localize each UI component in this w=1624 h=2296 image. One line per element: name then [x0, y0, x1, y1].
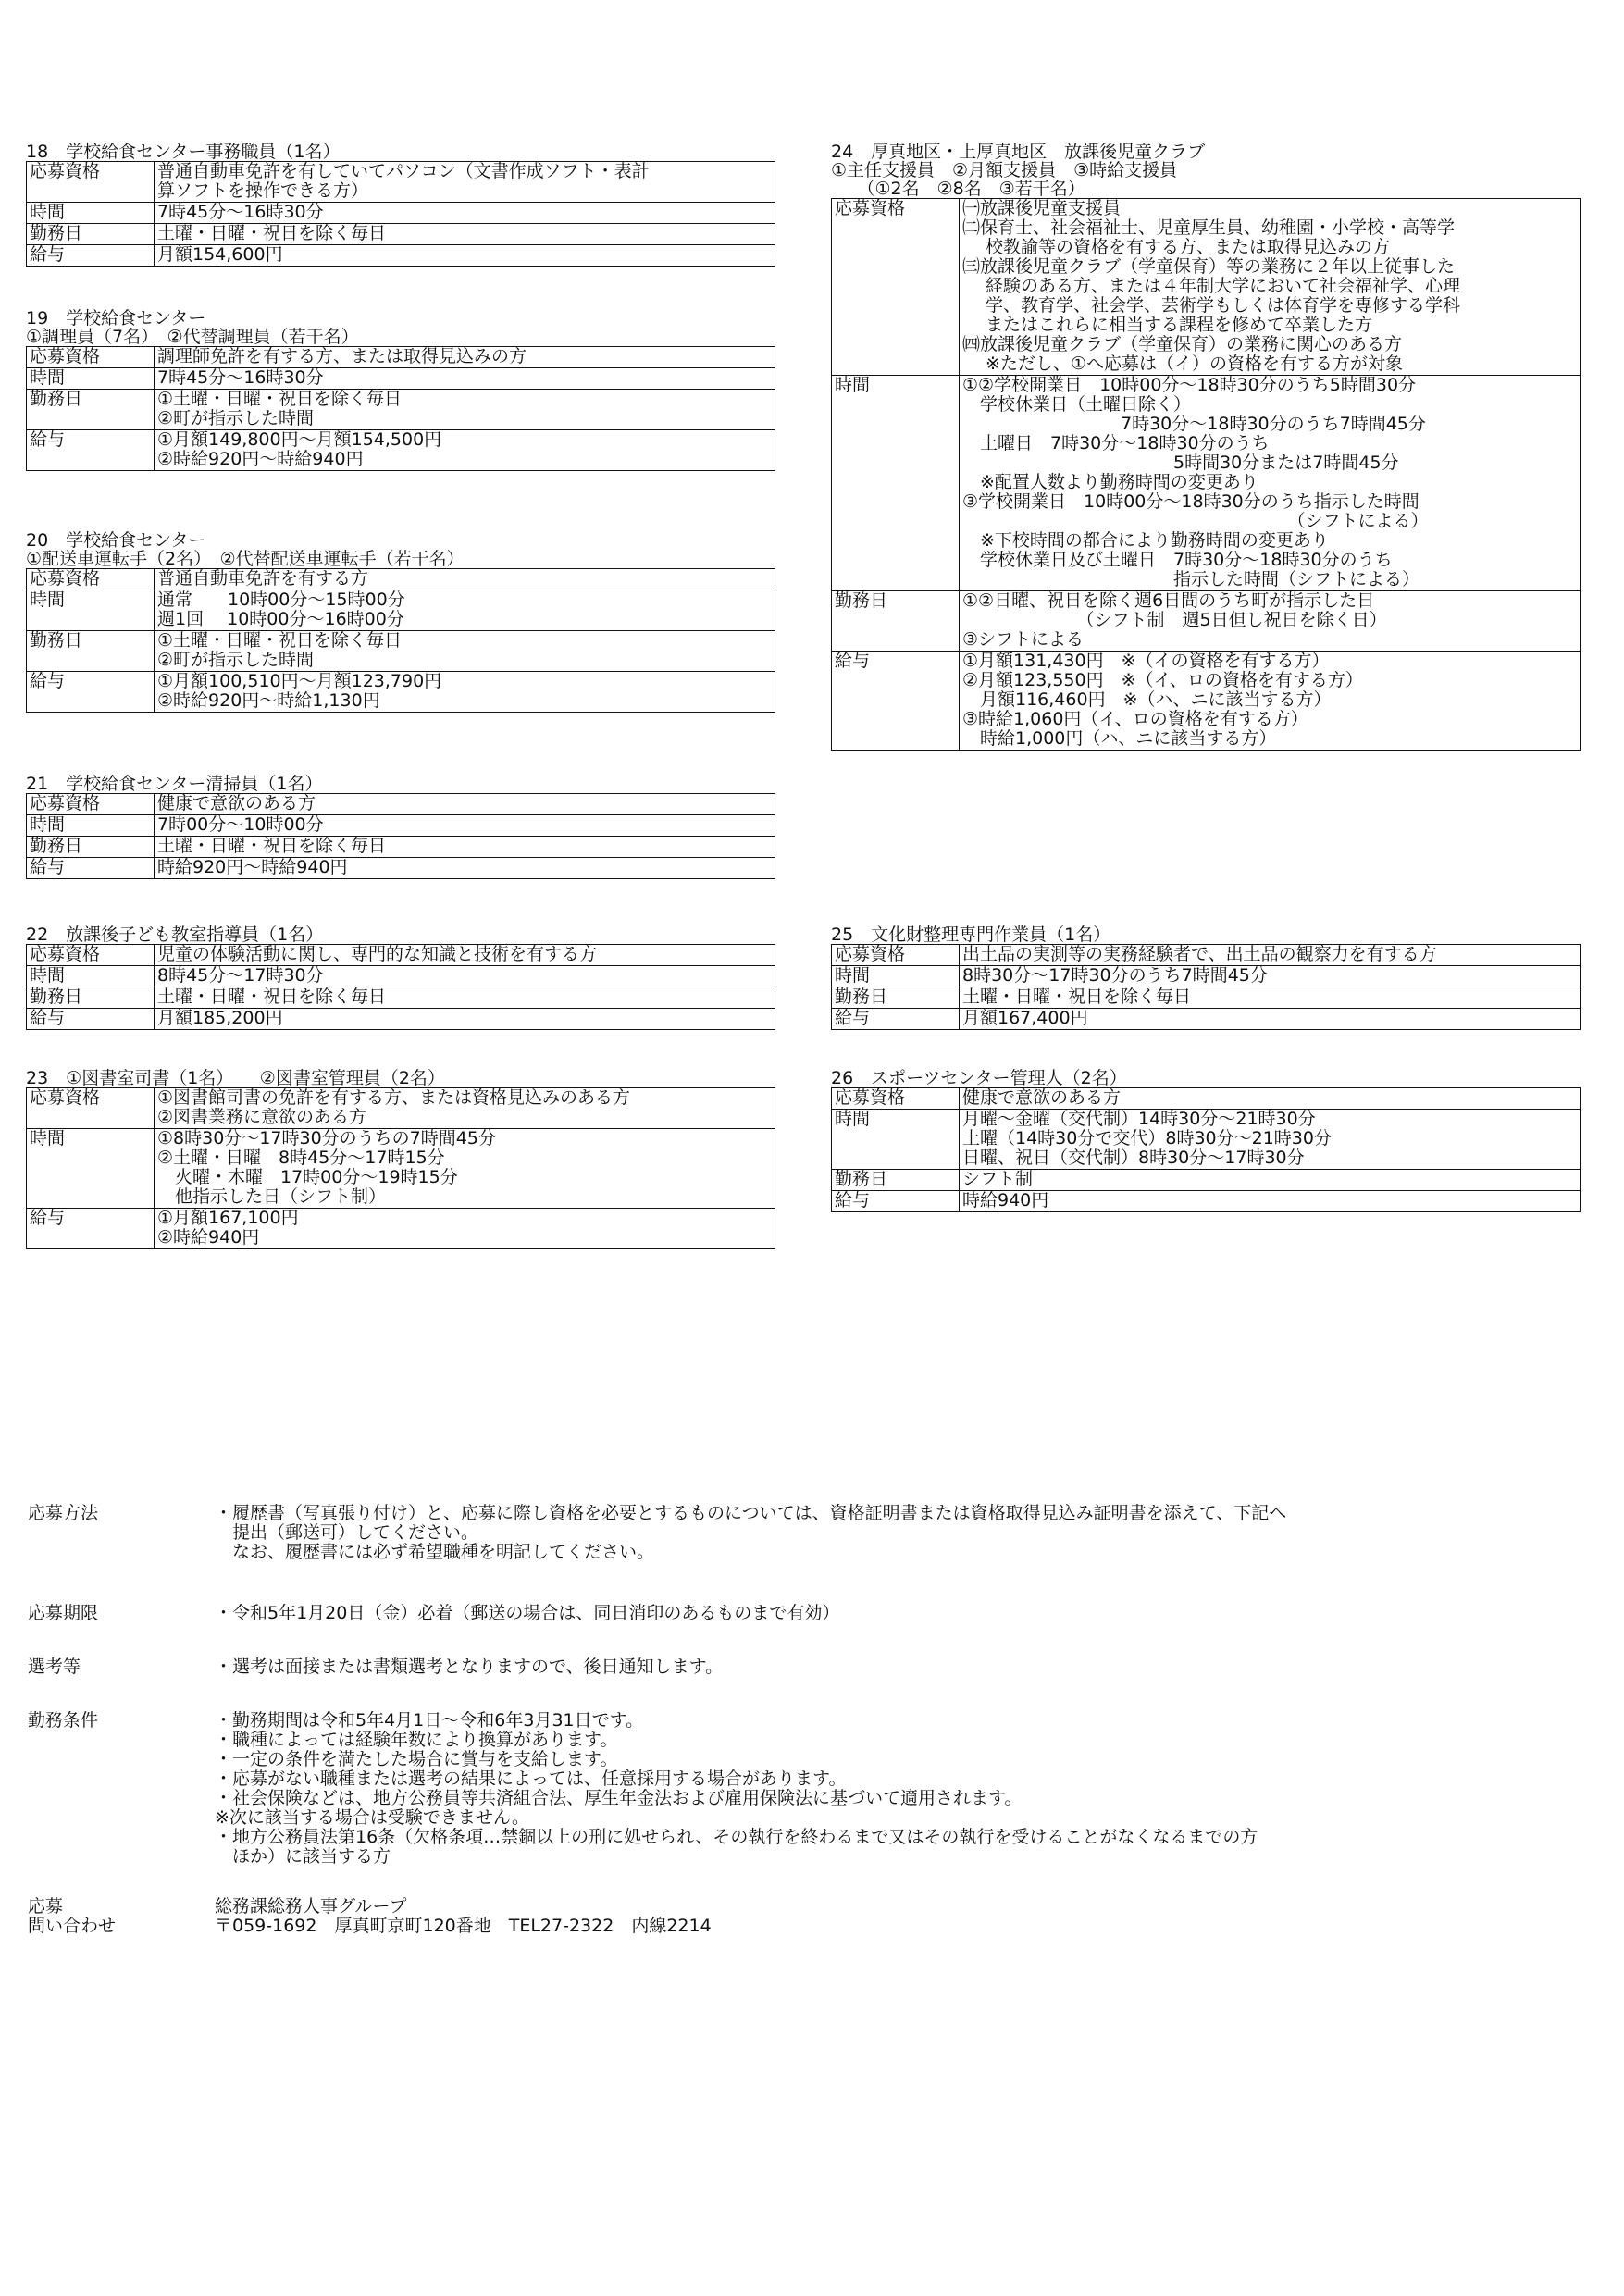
- section-heading: 26 スポーツセンター管理人（2名）: [831, 1068, 1127, 1088]
- row-value: [960, 966, 1581, 987]
- row-label: 時間: [27, 1129, 155, 1209]
- row-value: [155, 203, 775, 224]
- value-line: ②月額123,550円 ※（イ、ロの資格を有する方）: [962, 670, 1363, 690]
- row-label: 給与: [27, 430, 155, 471]
- value-line: ㈣放課後児童クラブ（学童保育）の業務に関心のある方: [962, 334, 1403, 354]
- value-line: 8時45分～17時30分: [157, 965, 324, 986]
- table-row: [27, 1129, 775, 1209]
- value-line: ①8時30分～17時30分のうちの7時間45分: [157, 1128, 496, 1148]
- row-value: [960, 376, 1581, 591]
- value-line: ③学校開業日 10時00分～18時30分のうち指示した時間: [962, 491, 1419, 512]
- value-line: 学校休業日（土曜日除く）: [962, 394, 1192, 415]
- row-value: [960, 987, 1581, 1009]
- value-line: 時給940円: [962, 1190, 1049, 1210]
- job-table: [26, 793, 775, 879]
- row-label: 時間: [832, 376, 960, 591]
- value-line: （シフトによる）: [962, 511, 1429, 531]
- value-line: 通常 10時00分～15時00分: [157, 590, 405, 610]
- job-section-25: [831, 925, 1581, 1030]
- table-row: [27, 224, 775, 245]
- value-line: ②時給920円～時給940円: [157, 449, 364, 469]
- row-label: 給与: [27, 245, 155, 267]
- value-line: ①月額149,800円～月額154,500円: [157, 429, 442, 450]
- table-row: [832, 1110, 1581, 1170]
- job-section-18: [26, 143, 775, 267]
- table-row: [27, 203, 775, 224]
- table-row: [27, 569, 775, 590]
- row-value: [155, 966, 775, 987]
- job-table: [831, 198, 1581, 751]
- job-table: [26, 346, 775, 471]
- table-row: [27, 631, 775, 672]
- table-row: [27, 590, 775, 631]
- job-section-20: [26, 531, 775, 713]
- row-label: 応募資格: [27, 162, 155, 203]
- value-line: ②時給940円: [157, 1227, 260, 1247]
- row-label: 応募資格: [27, 569, 155, 590]
- value-line: ①②日曜、祝日を除く週6日間のうち町が指示した日: [962, 590, 1375, 611]
- row-value: [960, 199, 1581, 376]
- job-section-26: [831, 1069, 1581, 1212]
- value-line: ㈠放課後児童支援員: [962, 198, 1122, 218]
- row-label: 給与: [27, 858, 155, 879]
- value-line: 経験のある方、または４年制大学において社会福祉学、心理: [962, 276, 1461, 296]
- row-value: [155, 590, 775, 631]
- guide-line: ※次に該当する場合は受験できません。: [215, 1807, 530, 1828]
- row-value: [155, 224, 775, 245]
- row-label: 勤務日: [832, 591, 960, 652]
- row-value: [155, 837, 775, 858]
- value-line: 7時45分～16時30分: [157, 367, 324, 388]
- value-line: ①土曜・日曜・祝日を除く毎日: [157, 389, 403, 409]
- row-label: 時間: [832, 966, 960, 987]
- value-line: またはこれらに相当する課程を修めて卒業した方: [962, 315, 1373, 335]
- row-label: 時間: [27, 203, 155, 224]
- section-heading: 25 文化財整理専門作業員（1名）: [831, 925, 1111, 945]
- table-row: [27, 430, 775, 471]
- table-row: [27, 347, 775, 368]
- row-label: 時間: [832, 1110, 960, 1170]
- value-line: ③時給1,060円（イ、ロの資格を有する方）: [962, 709, 1308, 729]
- guide-line: なお、履歴書には必ず希望職種を明記してください。: [215, 1542, 655, 1562]
- row-value: [155, 815, 775, 837]
- row-value: [960, 652, 1581, 751]
- row-value: [960, 591, 1581, 652]
- table-row: [832, 1170, 1581, 1191]
- guide-line: 提出（郵送可）してください。: [215, 1522, 479, 1543]
- value-line: 月額167,400円: [962, 1008, 1088, 1028]
- guide-line: 〒059-1692 厚真町京町120番地 TEL27-2322 内線2214: [215, 1916, 712, 1936]
- value-line: 指示した時間（シフトによる）: [962, 569, 1420, 590]
- row-value: [155, 1209, 775, 1249]
- guide-text: [215, 1504, 1286, 1562]
- section-heading: 22 放課後子ども教室指導員（1名）: [26, 925, 324, 945]
- value-line: ②図書業務に意欲のある方: [157, 1107, 367, 1127]
- guide-label: 勤務条件: [28, 1710, 99, 1731]
- row-label: 勤務日: [27, 837, 155, 858]
- value-line: 7時30分～18時30分のうち7時間45分: [962, 414, 1426, 434]
- table-row: [27, 672, 775, 713]
- guide-line: ・勤務期間は令和5年4月1日～令和6年3月31日です。: [215, 1710, 644, 1731]
- value-line: ①月額131,430円 ※（イの資格を有する方）: [962, 651, 1330, 671]
- table-row: [832, 1088, 1581, 1110]
- guide-line: ・社会保険などは、地方公務員等共済組合法、厚生年金法および雇用保険法に基づいて適用されます。: [215, 1788, 1023, 1808]
- value-line: 月額116,460円 ※（ハ、ニに該当する方）: [962, 689, 1332, 710]
- row-label: 時間: [27, 815, 155, 837]
- job-table: [26, 568, 775, 713]
- row-label: 応募資格: [27, 347, 155, 368]
- section-subheading: （①2名 ②8名 ③若干名）: [831, 179, 1085, 199]
- guide-label: 応募期限: [28, 1603, 99, 1623]
- job-section-21: [26, 775, 775, 879]
- table-row: [832, 945, 1581, 966]
- guide-line: ・一定の条件を満たした場合に賞与を支給します。: [215, 1749, 618, 1769]
- value-line: 児童の体験活動に関し、専門的な知識と技術を有する方: [157, 944, 598, 964]
- table-row: [832, 376, 1581, 591]
- row-label: 勤務日: [27, 390, 155, 430]
- table-row: [27, 1209, 775, 1249]
- job-section-19: [26, 309, 775, 471]
- row-value: [155, 1009, 775, 1030]
- row-label: 勤務日: [27, 224, 155, 245]
- value-line: 週1回 10時00分～16時00分: [157, 609, 404, 629]
- value-line: ②時給920円～時給1,130円: [157, 690, 380, 711]
- value-line: 火曜・木曜 17時00分～19時15分: [157, 1167, 458, 1187]
- table-row: [27, 987, 775, 1009]
- section-heading: 20 学校給食センター: [26, 530, 206, 551]
- value-line: ②町が指示した時間: [157, 650, 315, 670]
- job-section-24: [831, 143, 1581, 751]
- guide-line: ・職種によっては経験年数により換算があります。: [215, 1730, 618, 1750]
- row-label: 時間: [27, 966, 155, 987]
- table-row: [27, 815, 775, 837]
- table-row: [832, 652, 1581, 751]
- section-heading: 24 厚真地区・上厚真地区 放課後児童クラブ: [831, 142, 1206, 162]
- value-line: 調理師免許を有する方、または取得見込みの方: [157, 346, 527, 366]
- row-value: [155, 245, 775, 267]
- row-value: [155, 631, 775, 672]
- value-line: ②土曜・日曜 8時45分～17時15分: [157, 1148, 445, 1168]
- row-value: [155, 1129, 775, 1209]
- table-row: [27, 858, 775, 879]
- guide-line: ・選考は面接または書類選考となりますので、後日通知します。: [215, 1657, 724, 1677]
- guide-text: [215, 1897, 712, 1936]
- section-heading: 23 ①図書室司書（1名） ②図書室管理員（2名）: [26, 1068, 445, 1088]
- value-line: 8時30分～17時30分のうち7時間45分: [962, 965, 1268, 986]
- row-value: [155, 794, 775, 815]
- table-row: [832, 1191, 1581, 1212]
- section-subheading: ①調理員（7名） ②代替調理員（若干名）: [26, 327, 359, 347]
- table-row: [27, 368, 775, 390]
- table-row: [832, 1009, 1581, 1030]
- value-line: 土曜・日曜・祝日を除く毎日: [157, 836, 387, 856]
- value-line: ②町が指示した時間: [157, 408, 315, 428]
- section-subheading: ①主任支援員 ②月額支援員 ③時給支援員: [831, 160, 1178, 180]
- row-value: [155, 368, 775, 390]
- table-row: [27, 1088, 775, 1129]
- value-line: 出土品の実測等の実務経験者で、出土品の観察力を有する方: [962, 944, 1437, 964]
- row-label: 応募資格: [27, 1088, 155, 1129]
- row-label: 給与: [27, 1209, 155, 1249]
- table-row: [832, 966, 1581, 987]
- value-line: 月額154,600円: [157, 244, 283, 265]
- row-label: 応募資格: [832, 1088, 960, 1110]
- value-line: ①図書館司書の免許を有する方、または資格見込みのある方: [157, 1087, 631, 1108]
- value-line: 健康で意欲のある方: [157, 793, 316, 813]
- value-line: 算ソフトを操作できる方）: [157, 180, 369, 201]
- guide-label: 応募方法: [28, 1503, 99, 1523]
- section-heading: 19 学校給食センター: [26, 308, 206, 329]
- guide-line: ・応募がない職種または選考の結果によっては、任意採用する場合があります。: [215, 1769, 847, 1789]
- row-label: 給与: [832, 1191, 960, 1212]
- row-label: 応募資格: [27, 794, 155, 815]
- job-table: [26, 944, 775, 1030]
- job-section-23: [26, 1069, 775, 1249]
- row-value: [155, 430, 775, 471]
- value-line: 土曜・日曜・祝日を除く毎日: [157, 223, 387, 243]
- section-subheading: ①配送車運転手（2名） ②代替配送車運転手（若干名）: [26, 549, 465, 569]
- row-value: [155, 390, 775, 430]
- guide-line: ほか）に該当する方: [215, 1846, 391, 1867]
- value-line: 日曜、祝日（交代制）8時30分～17時30分: [962, 1148, 1305, 1168]
- guide-line: ・履歴書（写真張り付け）と、応募に際し資格を必要とするものについては、資格証明書または資格取得見込み証明書を添えて、下記へ: [215, 1503, 1287, 1523]
- row-label: 勤務日: [27, 987, 155, 1009]
- table-row: [832, 987, 1581, 1009]
- value-line: ※ただし、①へ応募は（イ）の資格を有する方が対象: [962, 354, 1403, 374]
- table-row: [832, 591, 1581, 652]
- guide-line: 総務課総務人事グループ: [215, 1896, 407, 1917]
- value-line: ①月額167,100円: [157, 1208, 299, 1228]
- table-row: [27, 794, 775, 815]
- value-line: 普通自動車免許を有する方: [157, 568, 369, 589]
- row-value: [960, 1170, 1581, 1191]
- row-value: [960, 1110, 1581, 1170]
- table-row: [27, 390, 775, 430]
- guide-line: ・地方公務員法第16条（欠格条項…禁錮以上の刑に処せられ、その執行を終わるまで又はその執行を受けることがなくなるまでの方: [215, 1827, 1258, 1847]
- guide-text: [215, 1604, 839, 1623]
- value-line: 学校休業日及び土曜日 7時30分～18時30分のうち: [962, 550, 1393, 570]
- table-row: [832, 199, 1581, 376]
- section-heading: 21 学校給食センター清掃員（1名）: [26, 774, 323, 794]
- section-heading: 18 学校給食センター事務職員（1名）: [26, 142, 341, 162]
- value-line: 健康で意欲のある方: [962, 1087, 1122, 1108]
- value-line: 他指示した日（シフト制）: [157, 1186, 387, 1207]
- value-line: （シフト制 週5日但し祝日を除く日）: [962, 610, 1387, 630]
- value-line: ㈡保育士、社会福祉士、児童厚生員、幼稚園・小学校・高等学: [962, 217, 1456, 238]
- table-row: [27, 837, 775, 858]
- job-table: [26, 161, 775, 267]
- row-label: 応募資格: [832, 945, 960, 966]
- row-value: [155, 987, 775, 1009]
- row-label: 応募資格: [832, 199, 960, 376]
- row-label: 勤務日: [832, 987, 960, 1009]
- value-line: 7時00分～10時00分: [157, 814, 324, 835]
- value-line: 時給920円～時給940円: [157, 857, 348, 877]
- table-row: [27, 245, 775, 267]
- guide-text: [215, 1657, 723, 1677]
- row-value: [155, 945, 775, 966]
- row-value: [960, 1009, 1581, 1030]
- row-value: [960, 1088, 1581, 1110]
- value-line: 月額185,200円: [157, 1008, 283, 1028]
- table-row: [27, 162, 775, 203]
- table-row: [27, 1009, 775, 1030]
- guide-label: 応募 問い合わせ: [28, 1896, 117, 1936]
- row-label: 勤務日: [832, 1170, 960, 1191]
- row-value: [155, 672, 775, 713]
- job-table: [831, 1087, 1581, 1212]
- job-table: [26, 1087, 775, 1249]
- value-line: 土曜日 7時30分～18時30分のうち: [962, 433, 1270, 453]
- table-row: [27, 966, 775, 987]
- row-label: 給与: [832, 652, 960, 751]
- value-line: 土曜・日曜・祝日を除く毎日: [962, 987, 1192, 1007]
- value-line: ※配置人数より勤務時間の変更あり: [962, 472, 1258, 492]
- value-line: 時給1,000円（ハ、ニに該当する方）: [962, 728, 1277, 749]
- row-label: 給与: [832, 1009, 960, 1030]
- value-line: 学、教育学、社会学、芸術学もしくは体育学を専修する学科: [962, 295, 1461, 316]
- row-label: 勤務日: [27, 631, 155, 672]
- value-line: ※下校時間の都合により勤務時間の変更あり: [962, 530, 1329, 551]
- value-line: ③シフトによる: [962, 629, 1085, 650]
- guide-text: [215, 1711, 1258, 1867]
- row-value: [155, 858, 775, 879]
- row-value: [155, 162, 775, 203]
- value-line: 月曜～金曜（交代制）14時30分～21時30分: [962, 1109, 1316, 1129]
- value-line: 校教諭等の資格を有する方、または取得見込みの方: [962, 237, 1391, 257]
- value-line: シフト制: [962, 1169, 1034, 1189]
- value-line: 7時45分～16時30分: [157, 202, 324, 222]
- guide-label: 選考等: [28, 1657, 81, 1677]
- value-line: 普通自動車免許を有していてパソコン（文書作成ソフト・表計: [157, 161, 650, 181]
- row-value: [155, 569, 775, 590]
- value-line: ①土曜・日曜・祝日を除く毎日: [157, 630, 403, 651]
- value-line: 5時間30分または7時間45分: [962, 453, 1399, 473]
- value-line: ㈢放課後児童クラブ（学童保育）等の業務に２年以上従事した: [962, 256, 1456, 277]
- row-label: 応募資格: [27, 945, 155, 966]
- row-label: 時間: [27, 368, 155, 390]
- table-row: [27, 945, 775, 966]
- value-line: ①月額100,510円～月額123,790円: [157, 671, 442, 691]
- row-value: [155, 347, 775, 368]
- row-label: 時間: [27, 590, 155, 631]
- value-line: 土曜（14時30分で交代）8時30分～21時30分: [962, 1128, 1332, 1148]
- job-table: [831, 944, 1581, 1030]
- row-label: 給与: [27, 672, 155, 713]
- value-line: 土曜・日曜・祝日を除く毎日: [157, 987, 387, 1007]
- row-value: [960, 1191, 1581, 1212]
- job-section-22: [26, 925, 775, 1030]
- row-value: [155, 1088, 775, 1129]
- value-line: ①②学校開業日 10時00分～18時30分のうち5時間30分: [962, 375, 1417, 395]
- row-value: [960, 945, 1581, 966]
- row-label: 給与: [27, 1009, 155, 1030]
- guide-line: ・令和5年1月20日（金）必着（郵送の場合は、同日消印のあるものまで有効）: [215, 1603, 840, 1623]
